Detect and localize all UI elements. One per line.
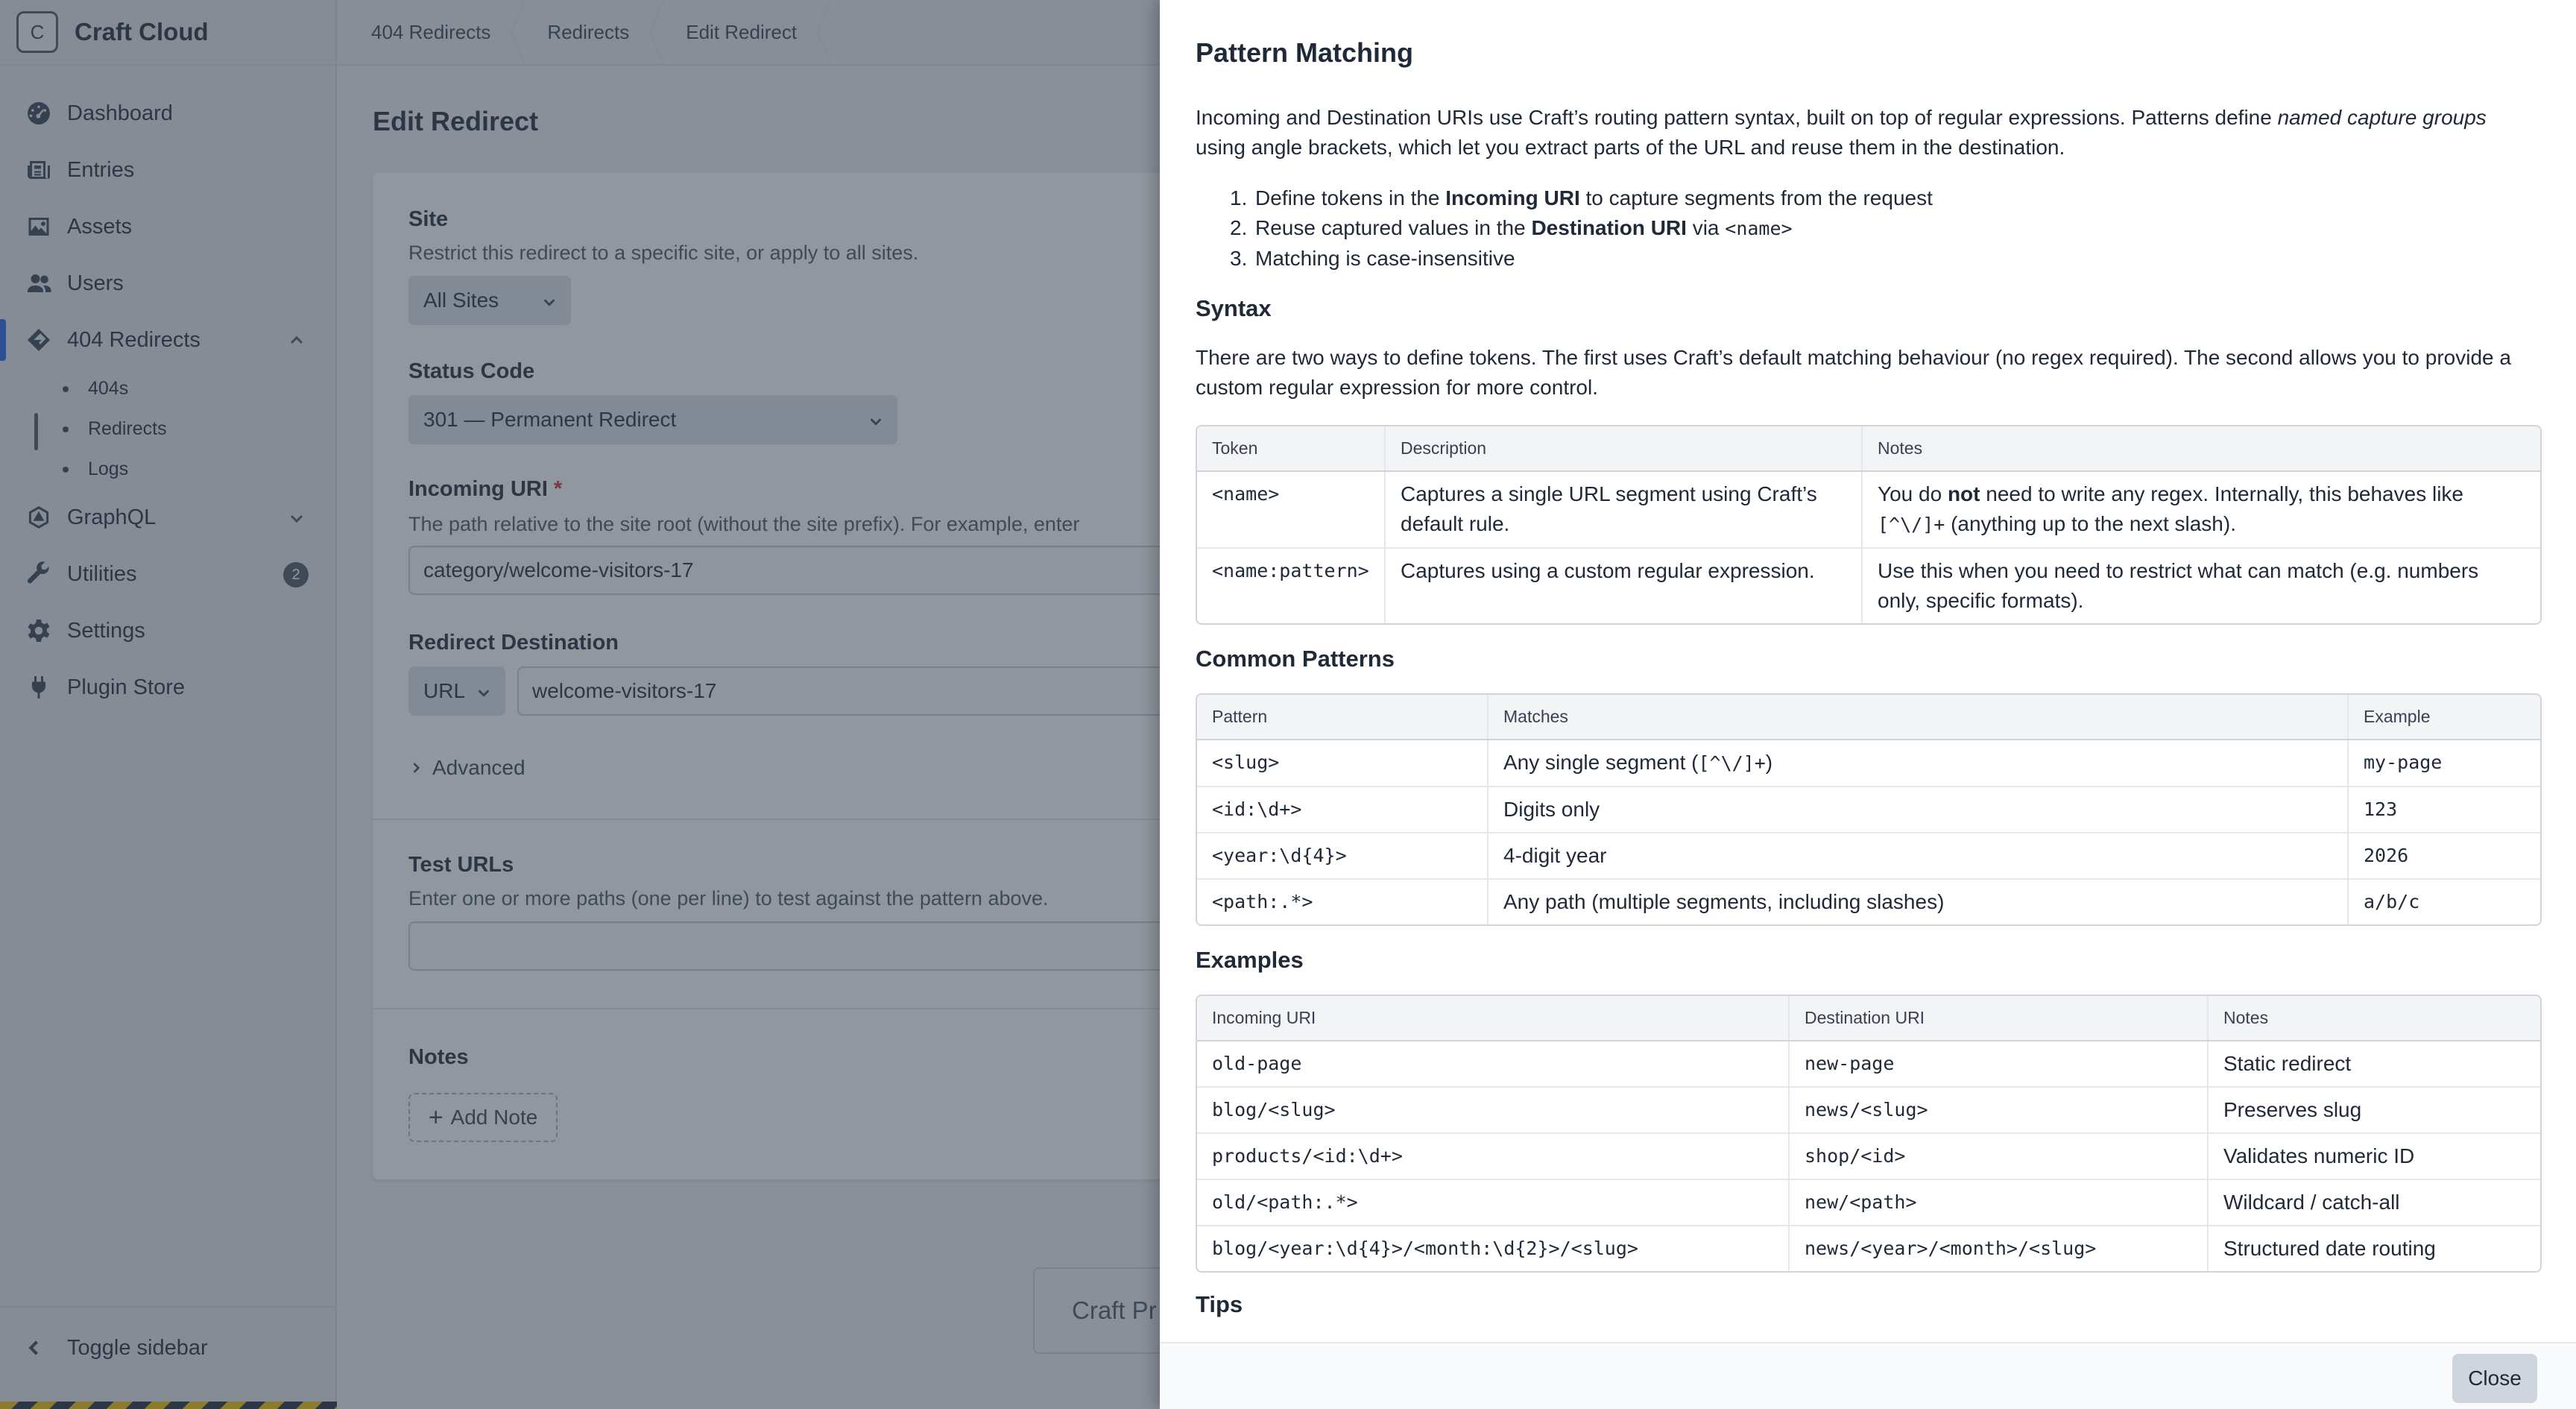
table-header: Notes — [2208, 996, 2540, 1041]
table-header: Pattern — [1197, 695, 1488, 740]
table-row: old/<path:.*> new/<path> Wildcard / catch-all — [1197, 1179, 2540, 1226]
table-row: <year:\d{4}> 4-digit year 2026 — [1197, 833, 2540, 879]
syntax-heading: Syntax — [1196, 295, 1272, 321]
pattern-matching-slideout — [1160, 0, 2576, 1409]
table-row: blog/<slug> news/<slug> Preserves slug — [1197, 1087, 2540, 1133]
table-header: Token — [1197, 426, 1385, 471]
table-header: Destination URI — [1789, 996, 2208, 1041]
table-row: <name> Captures a single URL segment using Craft’s default rule. You do not need to write any regex. Internally, this behaves like [^\/]+ (anything up to the next slash). — [1197, 471, 2540, 548]
table-header: Notes — [1862, 426, 2540, 471]
common-patterns-table — [1196, 693, 2542, 926]
table-row: <slug> Any single segment ([^\/]+) my-page — [1197, 740, 2540, 787]
table-row: old-page new-page Static redirect — [1197, 1041, 2540, 1087]
table-row: products/<id:\d+> shop/<id> Validates numeric ID — [1197, 1133, 2540, 1179]
table-row: <id:\d+> Digits only 123 — [1197, 787, 2540, 833]
table-header: Incoming URI — [1197, 996, 1789, 1041]
table-row: <path:.*> Any path (multiple segments, including slashes) a/b/c — [1197, 879, 2540, 924]
tips-heading: Tips — [1196, 1291, 1243, 1317]
syntax-table — [1196, 425, 2542, 625]
common-patterns-heading: Common Patterns — [1196, 646, 1395, 672]
slideout-title: Pattern Matching — [1196, 37, 1414, 68]
intro-paragraph: Incoming and Destination URIs use Craft’s routing pattern syntax, built on top of regular expressions. Patterns define named capture groups using angle brackets, which let you extract parts of the URL and reuse them in the destination. — [1196, 106, 2487, 159]
table-header: Matches — [1488, 695, 2348, 740]
list-item: 3. Matching is case-insensitive — [1230, 247, 1515, 270]
syntax-paragraph: There are two ways to define tokens. The first uses Craft’s default matching behaviour (no regex required). The second allows you to provide a custom regular expression for more control. — [1196, 346, 2511, 399]
table-header: Example — [2348, 695, 2540, 740]
list-item: 2. Reuse captured values in the Destination URI via <name> — [1230, 216, 1793, 239]
steps-list — [1230, 183, 1933, 274]
examples-heading: Examples — [1196, 947, 1304, 973]
close-button[interactable]: Close — [2452, 1354, 2537, 1403]
slideout-footer — [1160, 1342, 2576, 1409]
table-row: blog/<year:\d{4}>/<month:\d{2}>/<slug> news/<year>/<month>/<slug> Structured date routing — [1197, 1226, 2540, 1271]
table-header: Description — [1385, 426, 1862, 471]
table-row: <name:pattern> Captures using a custom regular expression. Use this when you need to restrict what can match (e.g. numbers only, specific formats). — [1197, 548, 2540, 623]
examples-table — [1196, 995, 2542, 1273]
list-item: 1. Define tokens in the Incoming URI to capture segments from the request — [1230, 186, 1933, 209]
